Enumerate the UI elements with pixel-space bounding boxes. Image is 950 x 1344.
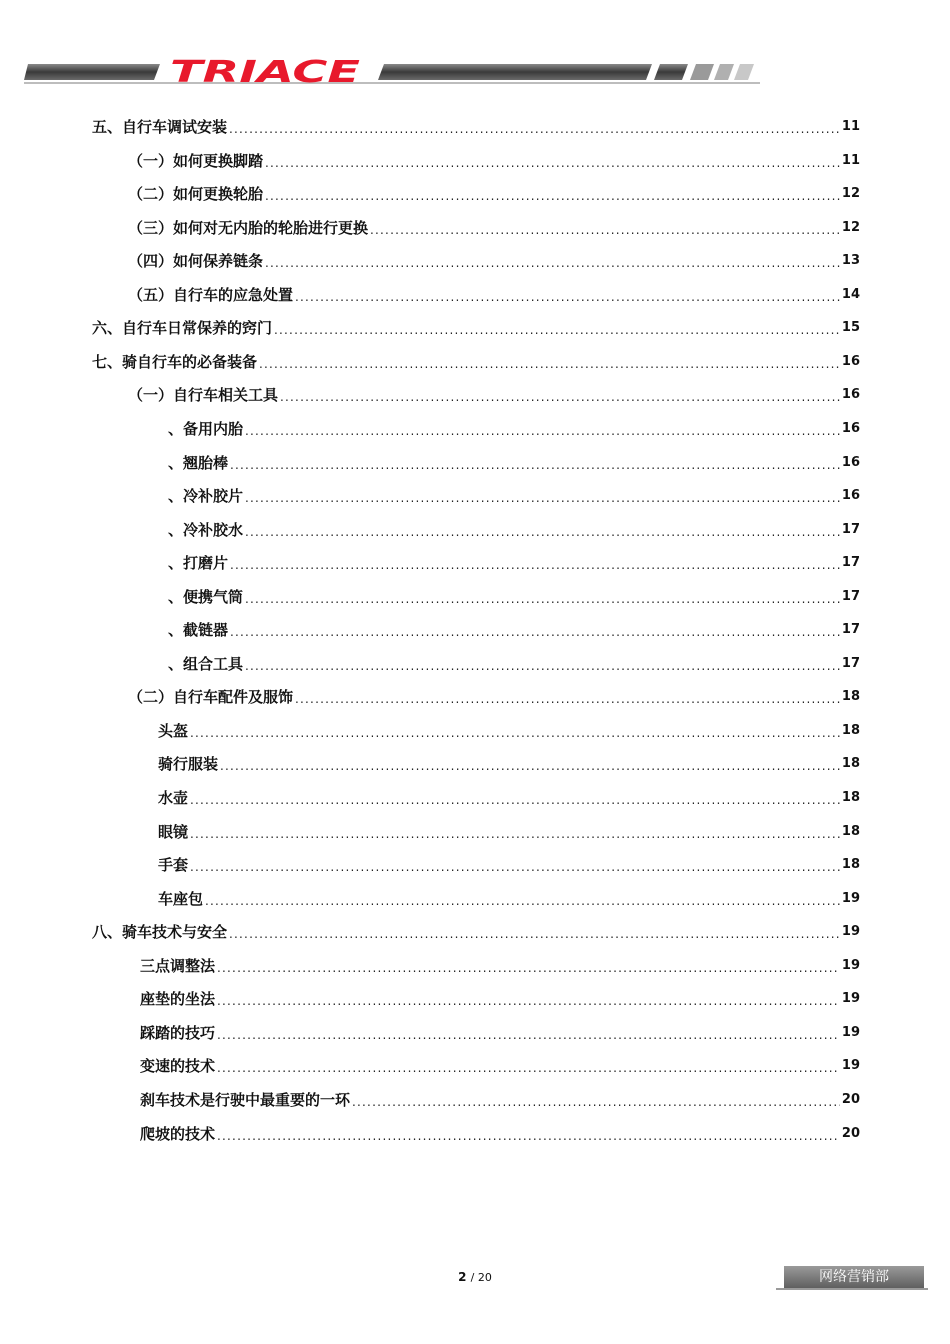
toc-entry-page: 12 [841,219,860,235]
toc-entry[interactable] [128,215,860,237]
toc-entry[interactable] [92,349,860,371]
toc-entry[interactable] [92,114,860,136]
toc-entry[interactable] [158,718,860,740]
toc-dot-leader [245,525,840,539]
toc-entry[interactable] [158,785,860,807]
toc-entry[interactable] [140,986,860,1008]
toc-entry[interactable] [92,315,860,337]
toc-entry-page: 11 [841,119,860,134]
toc-dot-leader [217,1061,840,1075]
toc-entry[interactable] [168,450,860,472]
toc-dot-leader [352,1095,840,1109]
toc-entry-page: 16 [841,387,860,403]
toc-entry-page: 18 [841,857,860,873]
toc-entry-page: 12 [841,186,860,202]
toc-entry-label: 八、骑车技术与安全 [92,923,228,942]
toc-entry[interactable] [168,483,860,505]
toc-entry[interactable] [140,1053,860,1075]
toc-entry[interactable] [140,953,860,975]
toc-dot-leader [370,223,840,237]
toc-entry-label: 、翘胎棒 [168,453,229,472]
toc-entry[interactable] [158,751,860,773]
toc-entry-page: 16 [841,420,860,436]
toc-entry-label: （四）如何保养链条 [128,252,264,271]
toc-entry-label: 、备用内胎 [168,419,244,438]
toc-entry-label: 、截链器 [168,621,229,640]
toc-entry[interactable] [128,148,860,170]
toc-dot-leader [190,726,840,740]
department-underline [776,1288,928,1290]
toc-dot-leader [245,491,840,505]
toc-entry[interactable] [168,416,860,438]
toc-entry[interactable] [158,819,860,841]
toc-dot-leader [265,256,840,270]
toc-entry-label: 骑行服装 [158,755,219,774]
toc-entry[interactable] [168,584,860,606]
toc-entry[interactable] [140,1020,860,1042]
toc-entry-page: 14 [841,286,860,302]
toc-dot-leader [205,894,840,908]
toc-entry-label: 变速的技术 [140,1057,216,1076]
toc-entry[interactable] [140,1121,860,1143]
toc-entry-page: 18 [841,823,860,839]
toc-entry[interactable] [158,852,860,874]
toc-entry-label: 座垫的坐法 [140,990,216,1009]
toc-dot-leader [217,994,840,1008]
toc-entry[interactable] [158,886,860,908]
toc-dot-leader [217,961,840,975]
toc-dot-leader [190,860,840,874]
toc-entry[interactable] [92,919,860,941]
toc-entry-page: 18 [841,689,860,705]
toc-entry-label: 刹车技术是行驶中最重要的一环 [140,1090,351,1109]
toc-entry[interactable] [168,517,860,539]
toc-entry-label: 爬坡的技术 [140,1124,216,1143]
toc-entry[interactable] [128,282,860,304]
toc-entry[interactable] [128,181,860,203]
toc-dot-leader [217,1028,840,1042]
toc-entry-label: （三）如何对无内胎的轮胎进行更换 [128,218,369,237]
toc-entry-page: 19 [841,890,860,906]
toc-entry-label: 、冷补胶片 [168,487,244,506]
toc-entry-page: 17 [841,521,860,537]
toc-dot-leader [229,927,840,941]
toc-entry[interactable] [128,248,860,270]
toc-entry-label: 、打磨片 [168,554,229,573]
toc-entry-page: 13 [841,253,860,269]
logo-text: TRIACE [170,58,361,88]
toc-entry-label: 、组合工具 [168,654,244,673]
toc-entry-page: 20 [841,1091,860,1107]
toc-dot-leader [245,424,840,438]
toc-entry-label: （五）自行车的应急处置 [128,285,294,304]
toc-entry-page: 19 [841,1024,860,1040]
toc-entry-label: 手套 [158,856,189,875]
toc-entry-label: 、便携气筒 [168,587,244,606]
toc-dot-leader [230,458,840,472]
toc-entry-label: 眼镜 [158,822,189,841]
toc-entry-page: 17 [841,655,860,671]
toc-entry-page: 11 [841,152,860,168]
toc-dot-leader [245,659,840,673]
toc-entry-page: 16 [841,488,860,504]
toc-dot-leader [230,625,840,639]
toc-dot-leader [295,290,840,304]
toc-dot-leader [190,793,840,807]
toc-entry-label: 踩踏的技巧 [140,1023,216,1042]
toc-dot-leader [217,1129,840,1143]
toc-dot-leader [245,592,840,606]
toc-dot-leader [265,156,840,170]
toc-entry-label: 头盔 [158,721,189,740]
department-badge: 网络营销部 [784,1266,924,1288]
toc-dot-leader [265,189,840,203]
toc-entry[interactable] [168,550,860,572]
toc-entry-label: 五、自行车调试安装 [92,118,228,136]
toc-entry-page: 18 [841,722,860,738]
toc-entry[interactable] [168,617,860,639]
toc-entry[interactable] [128,382,860,404]
toc-dot-leader [220,759,840,773]
toc-entry-page: 19 [841,991,860,1007]
toc-entry[interactable] [140,1087,860,1109]
toc-dot-leader [274,323,840,337]
toc-dot-leader [229,122,840,136]
toc-entry-label: 水壶 [158,789,189,807]
toc-dot-leader [190,827,840,841]
toc-entry[interactable] [128,684,860,706]
toc-entry-page: 20 [841,1125,860,1141]
toc-entry-label: 六、自行车日常保养的窍门 [92,319,273,338]
toc-dot-leader [280,390,840,404]
toc-entry-label: 车座包 [158,889,204,908]
toc-entry-label: 七、骑自行车的必备装备 [92,352,258,371]
toc-entry-label: （一）如何更换脚踏 [128,151,264,170]
toc-entry-page: 17 [841,555,860,571]
toc-entry-page: 17 [841,588,860,604]
toc-entry-page: 15 [841,320,860,336]
toc-entry-label: 、冷补胶水 [168,520,244,539]
toc-dot-leader [259,357,840,371]
toc-entry-page: 16 [841,454,860,470]
page-current: 2 [458,1270,467,1284]
toc-entry-page: 16 [841,353,860,369]
toc-entry-label: （一）自行车相关工具 [128,386,279,405]
toc-entry-label: 三点调整法 [140,956,216,975]
toc-entry-page: 18 [841,790,860,805]
page-total: / 20 [470,1271,492,1284]
toc-entry-page: 19 [841,1058,860,1074]
toc-dot-leader [230,558,840,572]
header-banner [24,58,760,90]
toc-entry[interactable] [168,651,860,673]
toc-entry-page: 18 [841,756,860,772]
header-stripes [24,58,760,90]
triace-logo [170,58,366,88]
toc-entry-page: 19 [841,957,860,973]
toc-dot-leader [295,692,840,706]
toc-entry-label: （二）自行车配件及服饰 [128,688,294,707]
toc-entry-page: 19 [841,924,860,940]
toc-entry-label: （二）如何更换轮胎 [128,185,264,204]
toc-entry-page: 17 [841,622,860,638]
